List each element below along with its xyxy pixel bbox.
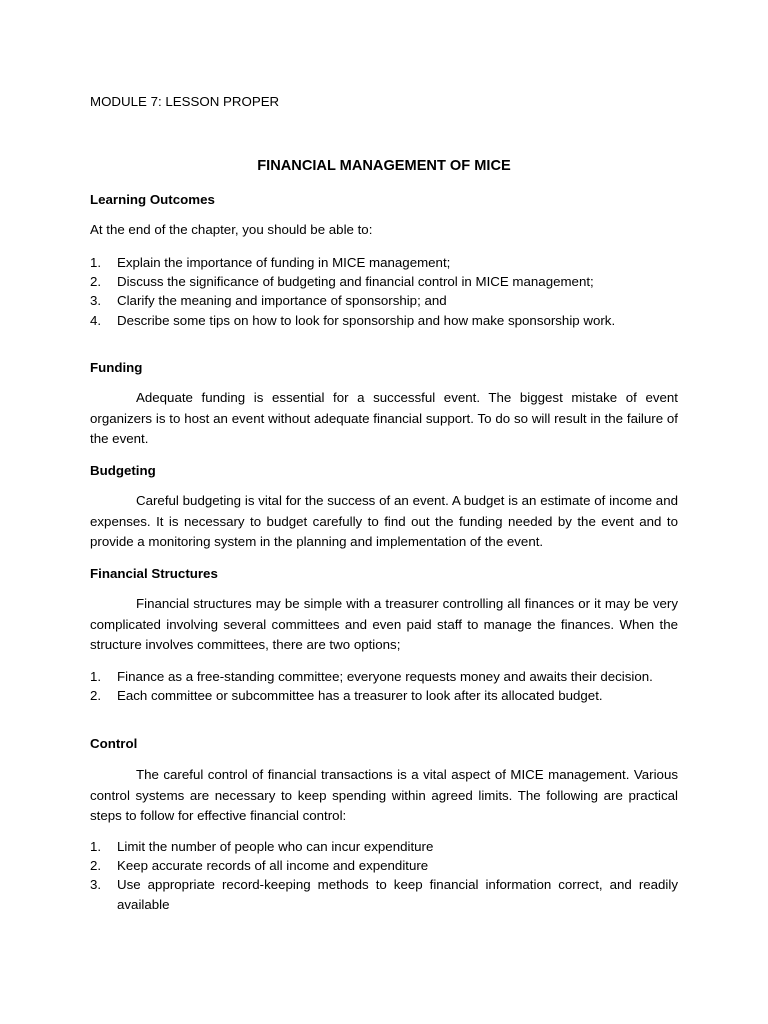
list-item-number: 2. [90,274,102,290]
module-label: MODULE 7: LESSON PROPER [90,94,280,109]
list-item-text: Explain the importance of funding in MICE management; [117,255,451,270]
list-item [90,253,678,272]
document-title: FINANCIAL MANAGEMENT OF MICE [257,158,511,174]
budgeting-heading: Budgeting [90,463,156,478]
financial-structures-list [90,667,678,705]
list-item [90,875,678,913]
funding-heading: Funding [90,360,143,375]
list-item-text: Limit the number of people who can incur expenditure [117,839,434,854]
list-item-number: 1. [90,669,102,684]
list-item [90,272,678,291]
list-item-number: 3. [90,877,102,893]
budgeting-paragraph: Careful budgeting is vital for the success of an event. A budget is an estimate of income and expenses. It is necessary to budget carefully to find out the funding needed by the event and to provide a monitoring system in the planning and implementation of the event. [90,493,678,550]
list-item [90,856,678,875]
list-item-text: Clarify the meaning and importance of sponsorship; and [117,293,447,309]
financial-structures-paragraph: Financial structures may be simple with a treasurer controlling all finances or it may be very complicated involving several committees and even paid staff to manage the finances. When the structure involves committees, there are two options; [90,596,678,653]
learning-outcomes-heading: Learning Outcomes [90,192,215,207]
control-heading: Control [90,736,138,751]
list-item-text: Finance as a free-standing committee; everyone requests money and awaits their decision. [117,669,653,684]
list-item-text: Describe some tips on how to look for sponsorship and how make sponsorship work. [117,312,616,328]
list-item [90,686,678,705]
list-item-text: Use appropriate record-keeping methods to keep financial information correct, and readily available [117,877,678,912]
list-item-number: 2. [90,688,102,704]
list-item [90,291,678,310]
list-item-text: Keep accurate records of all income and expenditure [117,858,429,874]
list-item-text: Discuss the significance of budgeting and financial control in MICE management; [117,274,594,290]
list-item-text: Each committee or subcommittee has a treasurer to look after its allocated budget. [117,688,603,704]
list-item-number: 1. [90,255,102,270]
list-item [90,311,678,330]
list-item [90,837,678,856]
list-item-number: 3. [90,293,102,309]
list-item-number: 2. [90,858,102,874]
funding-paragraph: Adequate funding is essential for a successful event. The biggest mistake of event organizers is to host an event without adequate financial support. To do so will result in the failure of the event. [90,390,678,447]
list-item [90,667,678,686]
control-list [90,837,678,914]
learning-outcomes-intro: At the end of the chapter, you should be able to: [90,222,373,237]
learning-outcomes-list [90,253,678,330]
financial-structures-heading: Financial Structures [90,566,218,581]
list-item-number: 1. [90,839,102,854]
list-item-number: 4. [90,312,102,328]
control-paragraph: The careful control of financial transactions is a vital aspect of MICE management. Various control systems are necessary to keep spending within agreed limits. The following are practical steps to follow for effective financial control: [90,767,678,824]
